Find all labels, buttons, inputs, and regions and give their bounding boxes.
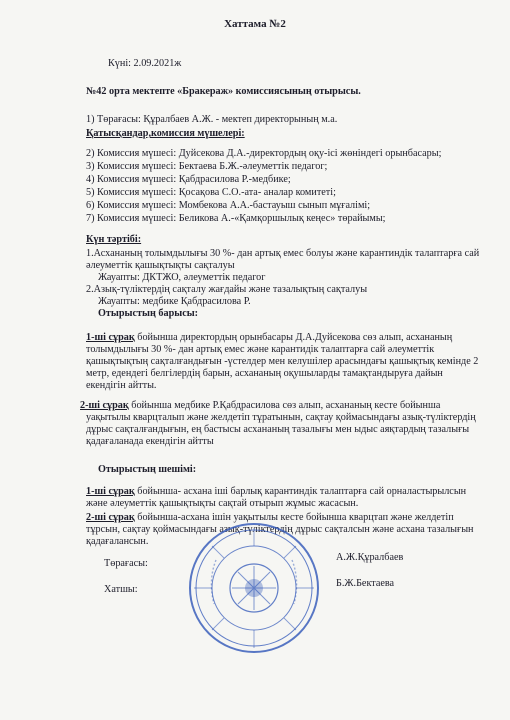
signature-secretary-label: Хатшы: bbox=[104, 584, 138, 595]
progress-q2-line: 2-ші сұрақ бойынша медбике Р.Қабдрасилова сөз алып, асхананың кесте бойынша bbox=[80, 400, 441, 411]
member-line: 4) Комиссия мүшесі: Қабдрасилова Р.-медбике; bbox=[86, 174, 291, 185]
progress-q1-line: қашықтықтың сақталғандығын -үстелдер мен келушілер арасындағы қашықтық кемінде 2 bbox=[86, 356, 479, 367]
chair-line: 1) Төрағасы: Құралбаев А.Ж. - мектеп директорының м.а. bbox=[86, 114, 338, 125]
progress-q1-line: толымдылығы 30 %- дан артық емес және карантидік талаптарға сай әлеуметтік bbox=[86, 344, 435, 355]
progress-heading: Отырыстың барысы: bbox=[98, 308, 199, 319]
decision-q1-line: 1-ші сұрақ бойынша- асхана іші барлық карантиндік талаптарға сай орналастырылсын bbox=[86, 486, 467, 497]
decision-heading: Отырыстың шешімі: bbox=[98, 464, 197, 475]
decision-q1-line: және әлеуметтік қашықтықты сақтай отырып жұмыс жасасын. bbox=[86, 498, 359, 509]
member-line: 7) Комиссия мүшесі: Беликова А.-«Қамқоршылық кеңес» төрайымы; bbox=[86, 213, 386, 224]
decision-q2-line: қадағалансын. bbox=[86, 536, 149, 547]
signature-chair-label: Төрағасы: bbox=[104, 558, 148, 569]
agenda-item-1: 1.Асхананың толымдылығы 30 %- дан артық емес болуы және карантиндік талаптарға сай bbox=[86, 248, 480, 259]
decision-q2-line: 2-ші сұрақ бойынша-асхана ішін уақытылы кесте бойынша кварцтап және желдетіп bbox=[86, 512, 454, 523]
member-line: 6) Комиссия мүшесі: Момбекова А.А.-бастауыш сынып мұғалімі; bbox=[86, 200, 371, 211]
progress-q2-line: дұрыс сақталғандығын, ең бастысы асхананың тазалығы мен ыдыс аяқтардың тазалығы bbox=[86, 424, 470, 435]
agenda-item-1-responsible: Жауапты: ДКТЖО, әлеуметтік педагог bbox=[98, 272, 266, 283]
signature-secretary-name: Б.Ж.Бектаева bbox=[336, 578, 395, 589]
question-label: 1-ші сұрақ bbox=[86, 332, 135, 343]
agenda-item-2-responsible: Жауапты: медбике Қабдрасилова Р. bbox=[98, 296, 251, 307]
agenda-item-2: 2.Азық-түліктердің сақталу жағдайы және тазалықтың сақталуы bbox=[86, 284, 368, 295]
agenda-item-1-cont: әлеуметтік қашықтықты сақталуы bbox=[86, 260, 235, 271]
document-title: Хаттама №2 bbox=[224, 18, 286, 30]
decision-q2-line: тұрсын, сақтау қоймасындағы азық-түліктердің дұрыс сақталсын және асхана тазалығын bbox=[86, 524, 474, 535]
progress-q2-line: уақытылы кварцталып және желдетіп тұратынын, сақтау қоймасындағы азық-түліктердің bbox=[86, 412, 476, 423]
question-label: 1-ші сұрақ bbox=[86, 486, 135, 497]
progress-q1-line: екендігін айтты. bbox=[86, 380, 157, 391]
meeting-title: №42 орта мектепте «Бракераж» комиссиясының отырысы. bbox=[86, 86, 361, 97]
progress-q2-line: қадағаланада екендігін айтты bbox=[86, 436, 214, 447]
member-line: 5) Комиссия мүшесі: Қосақова С.О.-ата- аналар комитеті; bbox=[86, 187, 336, 198]
member-line: 3) Комиссия мүшесі: Бектаева Б.Ж.-әлеуметтік педагог; bbox=[86, 161, 328, 172]
progress-q1-line: метр, едендегі белгілердің барын, асхананың оқушыларды тамақтандыруға дайын bbox=[86, 368, 443, 379]
progress-q1-line: 1-ші сұрақ бойынша директордың орынбасары Д.А.Дуйсекова сөз алып, асхананың bbox=[86, 332, 453, 343]
members-heading: Қатысқандар,комиссия мүшелері: bbox=[86, 128, 245, 139]
question-label: 2-ші сұрақ bbox=[80, 400, 129, 411]
agenda-heading: Күн тәртібі: bbox=[86, 234, 142, 245]
member-line: 2) Комиссия мүшесі: Дуйсекова Д.А.-директордың оқу-ісі жөніндегі орынбасары; bbox=[86, 148, 442, 159]
official-stamp bbox=[186, 520, 322, 656]
meeting-date: Күні: 2.09.2021ж bbox=[108, 58, 182, 69]
signature-chair-name: А.Ж.Құралбаев bbox=[336, 552, 404, 563]
question-label: 2-ші сұрақ bbox=[86, 512, 135, 523]
